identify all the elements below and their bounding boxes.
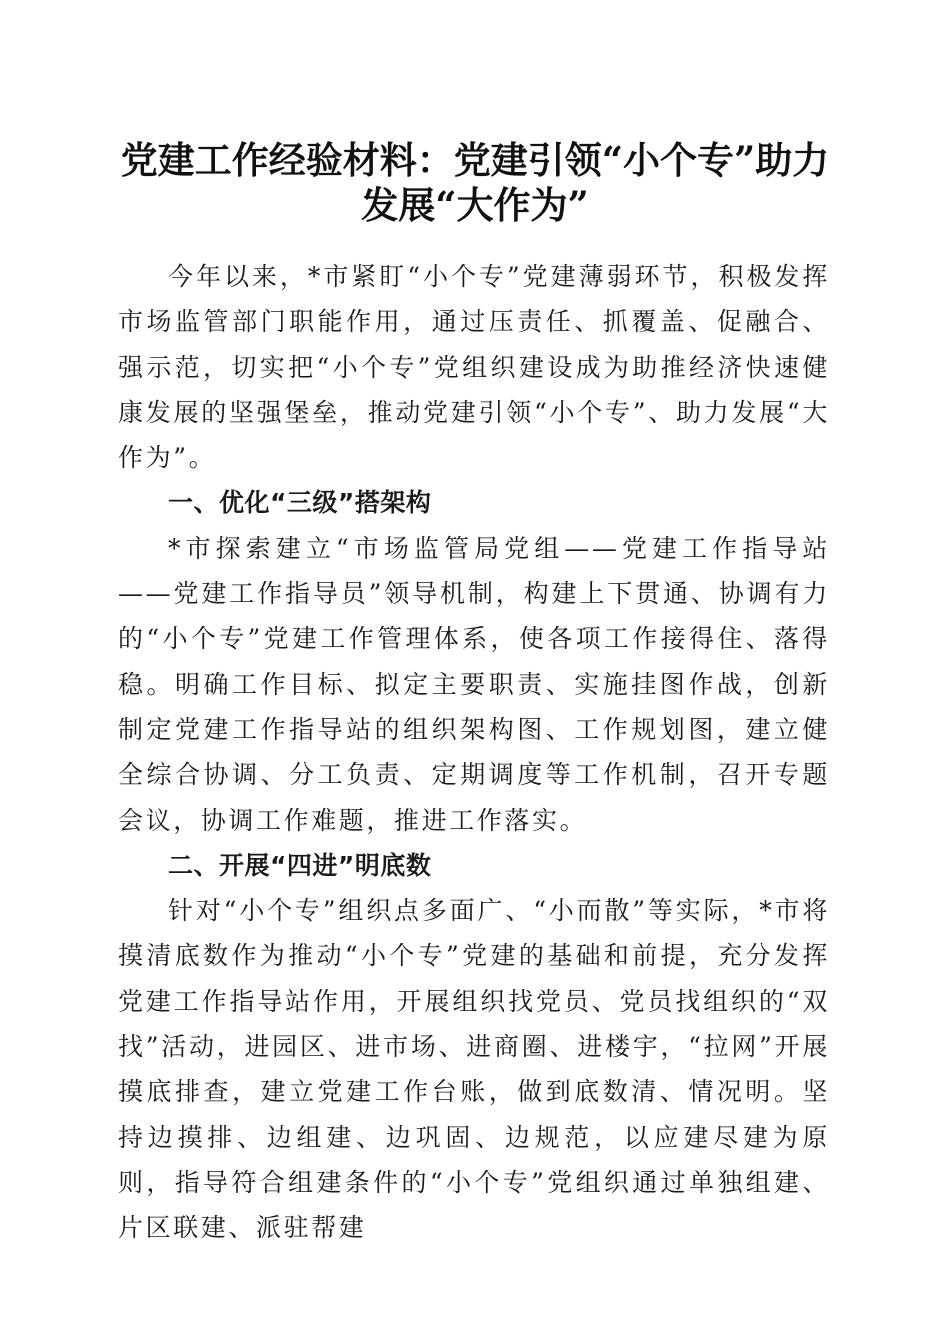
document-title-line-2: 发展“大作为” xyxy=(361,183,589,227)
section-2-heading: 二、开展“四进”明底数 xyxy=(168,850,432,880)
document-title-line-1: 党建工作经验材料：党建引领“小个专”助力 xyxy=(120,138,830,182)
section-2-paragraph: 针对“小个专”组织点多面广、“小而散”等实际，*市将摸清底数作为推动“小个专”党建的基础和前提，充分发挥党建工作指导站作用，开展组织找党员、党员找组织的“双找”活动，进园区、进市场、进商圈、进楼宇，“拉网”开展摸底排查，建立党建工作台账，做到底数清、情况明。坚持边摸排、边组建、边巩固、边规范，以应建尽建为原则，指导符合组建条件的“小个专”党组织通过单独组建、片区联建、派驻帮建 xyxy=(118,896,830,1243)
document-body xyxy=(118,254,830,1251)
section-1-paragraph: *市探索建立“市场监管局党组——党建工作指导站——党建工作指导员”领导机制，构建上下贯通、协调有力的“小个专”党建工作管理体系，使各项工作接得住、落得稳。明确工作目标、拟定主要职责、实施挂图作战，创新制定党建工作指导站的组织架构图、工作规划图，建立健全综合协调、分工负责、定期调度等工作机制，召开专题会议，协调工作难题，推进工作落实。 xyxy=(118,533,830,835)
intro-paragraph: 今年以来，*市紧盯“小个专”党建薄弱环节，积极发挥市场监管部门职能作用，通过压责任、抓覆盖、促融合、强示范，切实把“小个专”党组织建设成为助推经济快速健康发展的坚强堡垒，推动党建引领“小个专”、助力发展“大作为”。 xyxy=(118,262,830,473)
section-1-heading: 一、优化“三级”搭架构 xyxy=(168,488,432,518)
